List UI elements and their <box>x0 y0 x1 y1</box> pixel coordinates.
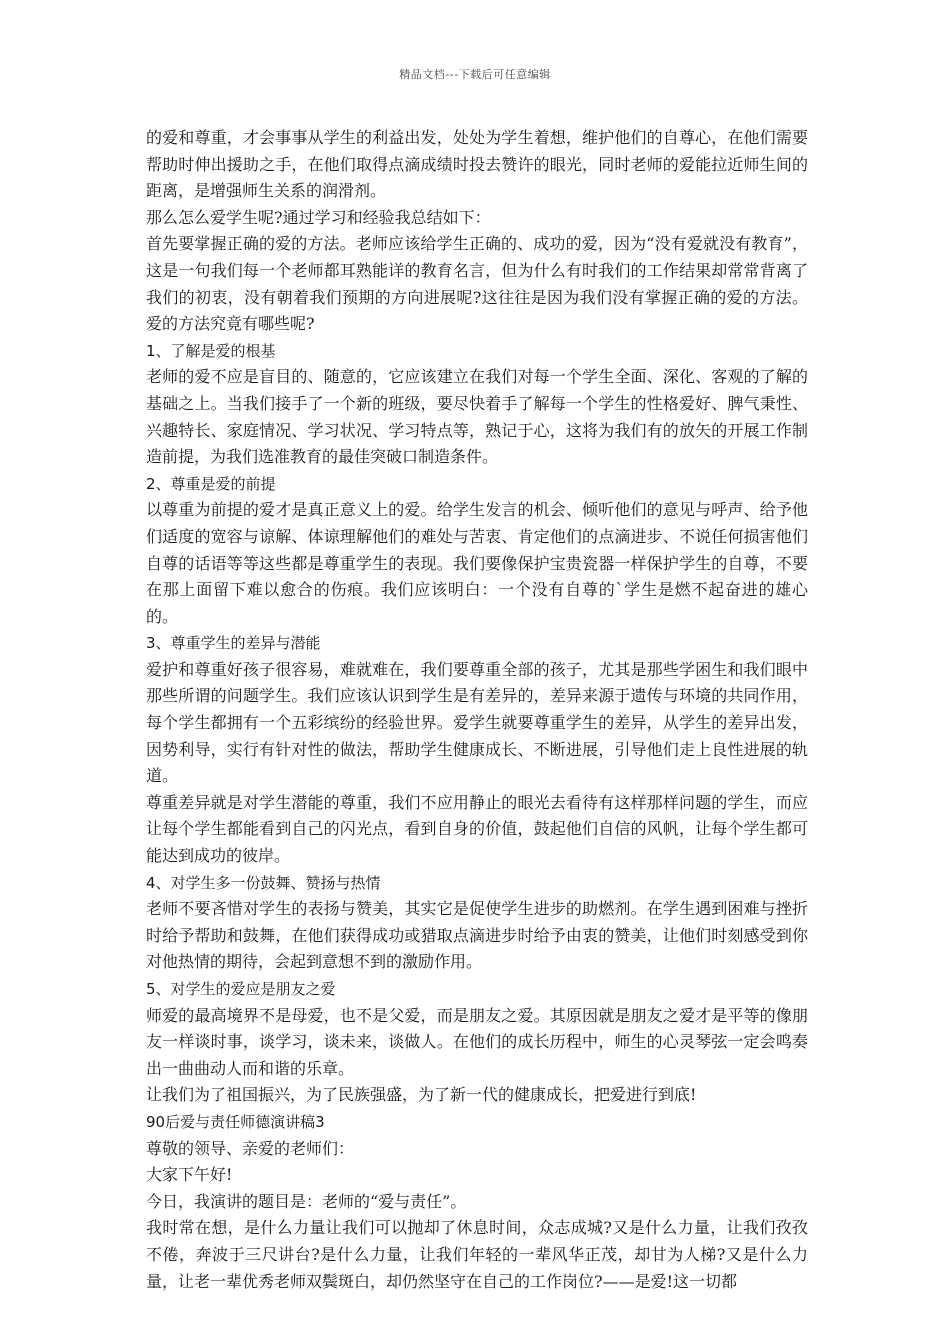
section-heading: 4、对学生多一份鼓舞、赞扬与热情 <box>146 873 381 892</box>
paragraph: 首先要掌握正确的爱的方法。老师应该给学生正确的、成功的爱，因为“没有爱就没有教育”，这是一句我们每一个老师都耳熟能详的教育名言，但为什么有时我们的工作结果却常常背离了我们的初衷，没有朝着我们预期的方向进展呢?这往往是因为我们没有掌握正确的爱的方法。爱的方法究竟有哪些呢? <box>146 234 808 334</box>
paragraph: 老师不要吝惜对学生的表扬与赞美，其实它是促使学生进步的助燃剂。在学生遇到困难与挫折时给予帮助和鼓舞，在他们获得成功或猎取点滴进步时给予由衷的赞美，让他们时刻感受到你对他热情的期待，会起到意想不到的激励作用。 <box>146 899 808 972</box>
paragraph: 的爱和尊重，才会事事从学生的利益出发，处处为学生着想，维护他们的自尊心，在他们需要帮助时伸出援助之手，在他们取得点滴成绩时投去赞许的眼光，同时老师的爱能拉近师生间的距离，是增强师生关系的润滑剂。 <box>146 128 808 201</box>
salutation: 尊敬的领导、亲爱的老师们： <box>146 1138 355 1158</box>
paragraph: 师爱的最高境界不是母爱，也不是父爱，而是朋友之爱。其原因就是朋友之爱才是平等的像朋友一样谈时事，谈学习，谈未来，谈做人。在他们的成长历程中，师生的心灵琴弦一定会鸣奏出一曲曲动人而和谐的乐章。 <box>146 1005 808 1078</box>
paragraph: 让我们为了祖国振兴，为了民族强盛，为了新一代的健康成长，把爱进行到底! <box>146 1085 697 1105</box>
section-heading: 1、了解是爱的根基 <box>146 341 276 360</box>
paragraph: 我时常在想，是什么力量让我们可以抛却了休息时间，众志成城?又是什么力量，让我们孜孜不倦，奔波于三尺讲台?是什么力量，让我们年轻的一辈风华正茂，却甘为人梯?又是什么力量，让老一辈优秀老师双鬓斑白，却仍然坚守在自己的工作岗位?——是爱!这一切都 <box>146 1218 808 1291</box>
paragraph: 那么怎么爱学生呢?通过学习和经验我总结如下： <box>146 207 491 227</box>
speech-title: 90后爱与责任师德演讲稿3 <box>146 1112 325 1131</box>
greeting: 大家下午好! <box>146 1165 233 1185</box>
paragraph: 爱护和尊重好孩子很容易，难就难在，我们要尊重全部的孩子，尤其是那些学困生和我们眼中那些所谓的问题学生。我们应该认识到学生是有差异的，差异来源于遗传与环境的共同作用，每个学生都拥有一个五彩缤纷的经验世界。爱学生就要尊重学生的差异，从学生的差异出发，因势利导，实行有针对性的做法，帮助学生健康成长、不断进展，引导他们走上良性进展的轨道。 <box>146 659 808 786</box>
section-heading: 3、尊重学生的差异与潜能 <box>146 634 321 653</box>
paragraph: 以尊重为前提的爱才是真正意义上的爱。给学生发言的机会、倾听他们的意见与呼声、给予他们适度的宽容与谅解、体谅理解他们的难处与苦衷、肯定他们的点滴进步、不说任何损害他们自尊的话语等等这些都是尊重学生的表现。我们要像保护宝贵瓷器一样保护学生的自尊，不要在那上面留下难以愈合的伤痕。我们应该明白：一个没有自尊的`学生是燃不起奋进的雄心的。 <box>146 500 808 626</box>
page-header: 精品文档---下载后可任意编辑 <box>399 68 551 81</box>
paragraph: 今日，我演讲的题目是：老师的“爱与责任”。 <box>146 1191 467 1211</box>
document-body <box>146 125 808 1295</box>
paragraph: 尊重差异就是对学生潜能的尊重，我们不应用静止的眼光去看待有这样那样问题的学生，而应让每个学生都能看到自己的闪光点，看到自身的价值，鼓起他们自信的风帆，让每个学生都可能达到成功的彼岸。 <box>146 792 808 866</box>
section-heading: 2、尊重是爱的前提 <box>146 474 276 493</box>
section-heading: 5、对学生的爱应是朋友之爱 <box>146 980 336 998</box>
paragraph: 老师的爱不应是盲目的、随意的，它应该建立在我们对每一个学生全面、深化、客观的了解的基础之上。当我们接手了一个新的班级，要尽快着手了解每一个学生的性格爱好、脾气秉性、兴趣特长、家庭情况、学习状况、学习特点等，熟记于心，这将为我们有的放矢的开展工作制造前提，为我们选准教育的最佳突破口制造条件。 <box>146 367 808 467</box>
